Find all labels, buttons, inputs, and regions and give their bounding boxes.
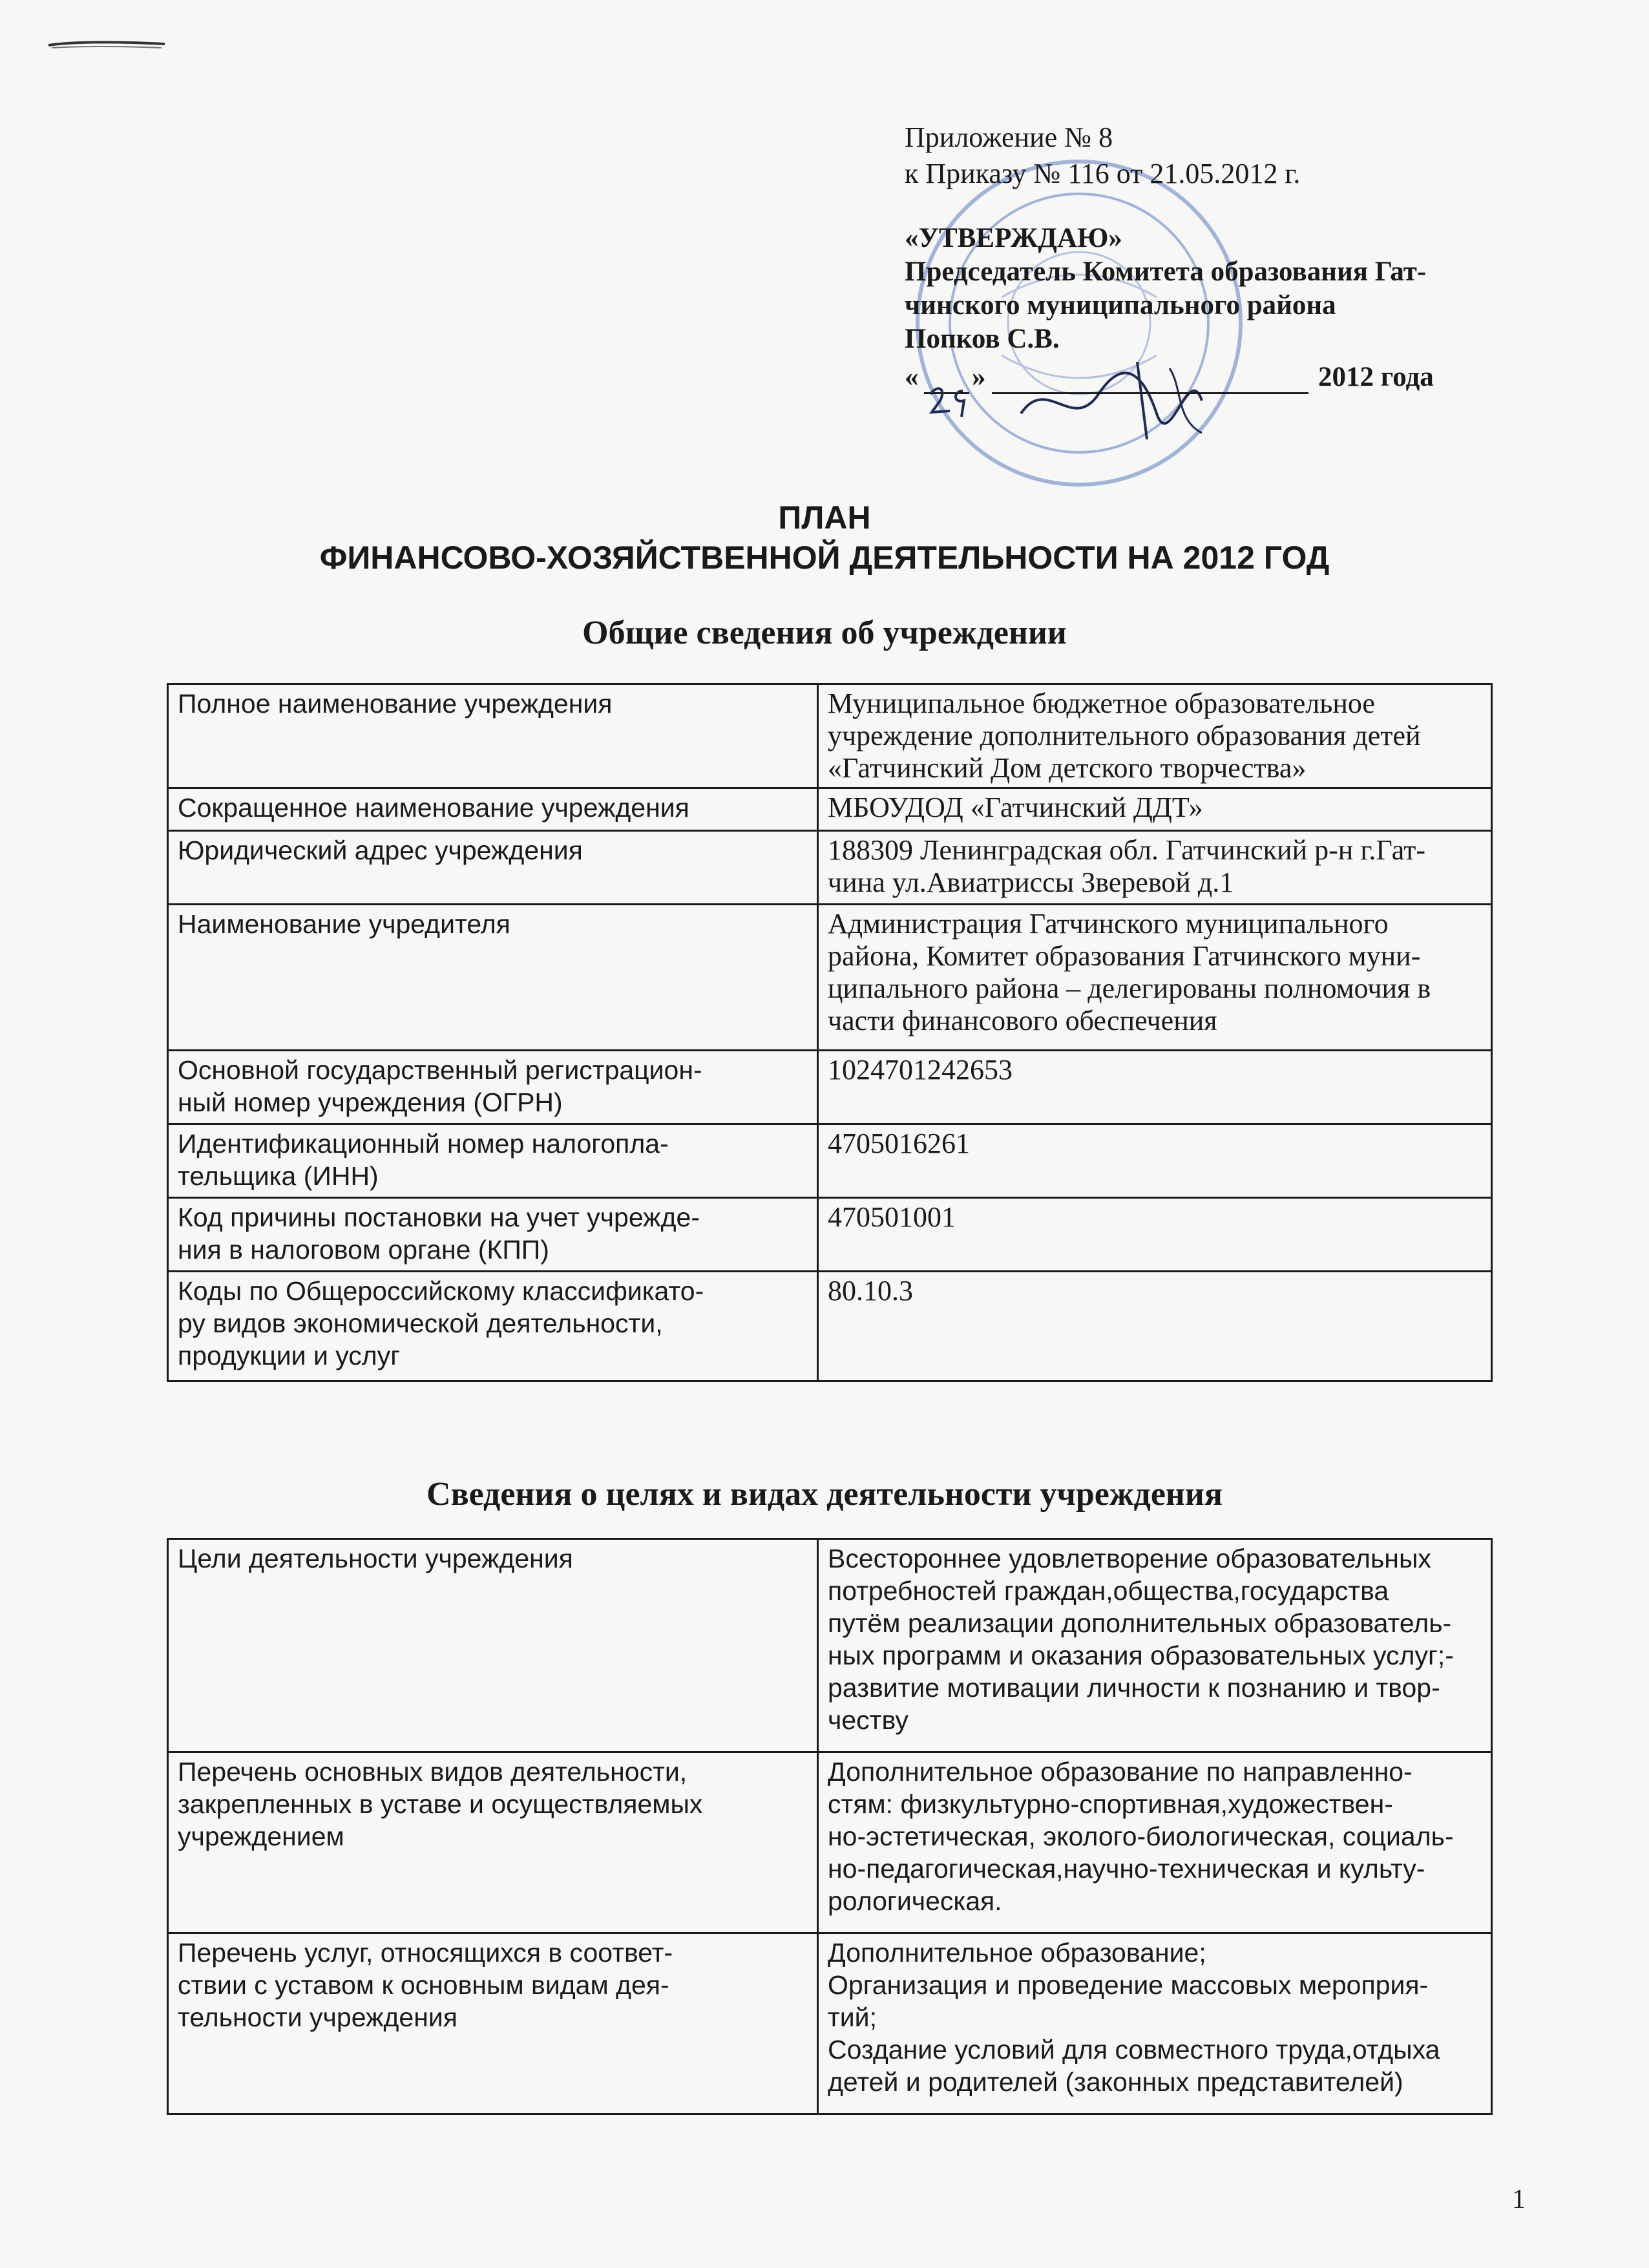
order-line: к Приказу № 116 от 21.05.2012 г. bbox=[905, 158, 1301, 189]
row-key: Полное наименование учреждения bbox=[168, 684, 818, 788]
row-key: Перечень услуг, относящихся в соответ- ствии с уставом к основным видам дея- тельности учреждения bbox=[168, 1933, 818, 2114]
general-info-table bbox=[167, 683, 1493, 1382]
table-row bbox=[168, 1272, 1492, 1381]
row-value: 80.10.3 bbox=[818, 1272, 1492, 1381]
table-row bbox=[168, 1198, 1492, 1272]
row-value: МБОУДОД «Гатчинский ДДТ» bbox=[818, 788, 1492, 831]
table-row bbox=[168, 1539, 1492, 1752]
row-key: Перечень основных видов деятельности, закрепленных в уставе и осуществляемых учреждением bbox=[168, 1752, 818, 1933]
row-value: Дополнительное образование; Организация и проведение массовых мероприя- тий; Создание условий для совместного труда,отдыха детей и родителей (законных представителей) bbox=[818, 1933, 1492, 2114]
table-row bbox=[168, 1752, 1492, 1933]
month-underline bbox=[992, 392, 1308, 394]
row-key: Коды по Общероссийскому классификато- ру видов экономической деятельности, продукции и услуг bbox=[168, 1272, 818, 1381]
date-quote-close: » bbox=[972, 362, 986, 392]
approval-date-line bbox=[905, 361, 1551, 400]
row-value: 1024701242653 bbox=[818, 1051, 1492, 1124]
row-value: Всестороннее удовлетворение образовательных потребностей граждан,общества,государства путём реализации дополнительных образователь- ных программ и оказания образовательных услуг;- развитие мотивации личности к познанию и твор- честву bbox=[818, 1539, 1492, 1752]
row-value: 188309 Ленинградская обл. Гатчинский р-н г.Гат- чина ул.Авиатриссы Зверевой д.1 bbox=[818, 831, 1492, 905]
appendix-line: Приложение № 8 bbox=[905, 121, 1113, 153]
row-value: Администрация Гатчинского муниципального района, Комитет образования Гатчинского муни- ципального района – делегированы полномочия в части финансового обеспечения bbox=[818, 905, 1492, 1051]
row-key: Сокращенное наименование учреждения bbox=[168, 788, 818, 831]
document-subtitle: ФИНАНСОВО-ХОЗЯЙСТВЕННОЙ ДЕЯТЕЛЬНОСТИ НА 2012 ГОД bbox=[319, 540, 1330, 576]
table-row bbox=[168, 1051, 1492, 1124]
row-value: Дополнительное образование по направленно- стям: физкультурно-спортивная,художествен- но-эстетическая, эколого-биологическая, социаль- но-педагогическая,научно-техническая и культу- рологическая. bbox=[818, 1752, 1492, 1933]
row-value: 470501001 bbox=[818, 1198, 1492, 1272]
page-number: 1 bbox=[1512, 2185, 1526, 2214]
approval-year: 2012 года bbox=[1318, 362, 1434, 392]
goals-heading: Сведения о целях и видах деятельности учреждения bbox=[426, 1476, 1223, 1513]
table-row bbox=[168, 1933, 1492, 2114]
table-row bbox=[168, 684, 1492, 788]
table-row bbox=[168, 905, 1492, 1051]
row-key: Юридический адрес учреждения bbox=[168, 831, 818, 905]
row-key: Идентификационный номер налогопла- тельщика (ИНН) bbox=[168, 1124, 818, 1198]
goals-table bbox=[167, 1538, 1493, 2115]
table-row bbox=[168, 831, 1492, 905]
approve-label: «УТВЕРЖДАЮ» bbox=[905, 223, 1122, 253]
chairman-line-1: Председатель Комитета образования Гат- bbox=[905, 257, 1427, 287]
handwritten-day bbox=[924, 381, 982, 420]
table-row bbox=[168, 788, 1492, 831]
row-key: Наименование учредителя bbox=[168, 905, 818, 1051]
document-title: ПЛАН bbox=[778, 499, 871, 536]
row-value: 4705016261 bbox=[818, 1124, 1492, 1198]
row-key: Цели деятельности учреждения bbox=[168, 1539, 818, 1752]
date-quote-open: « bbox=[905, 362, 919, 392]
row-key: Основной государственный регистрацион- ный номер учреждения (ОГРН) bbox=[168, 1051, 818, 1124]
signer-name: Попков С.В. bbox=[905, 324, 1060, 354]
scan-corner-mark bbox=[45, 26, 168, 52]
chairman-line-2: чинского муниципального района bbox=[905, 290, 1336, 320]
approval-header bbox=[905, 120, 1551, 400]
row-value: Муниципальное бюджетное образовательное учреждение дополнительного образования детей «Гатчинский Дом детского творчества» bbox=[818, 684, 1492, 788]
general-info-heading: Общие сведения об учреждении bbox=[582, 614, 1067, 651]
table-row bbox=[168, 1124, 1492, 1198]
row-key: Код причины постановки на учет учрежде- ния в налоговом органе (КПП) bbox=[168, 1198, 818, 1272]
